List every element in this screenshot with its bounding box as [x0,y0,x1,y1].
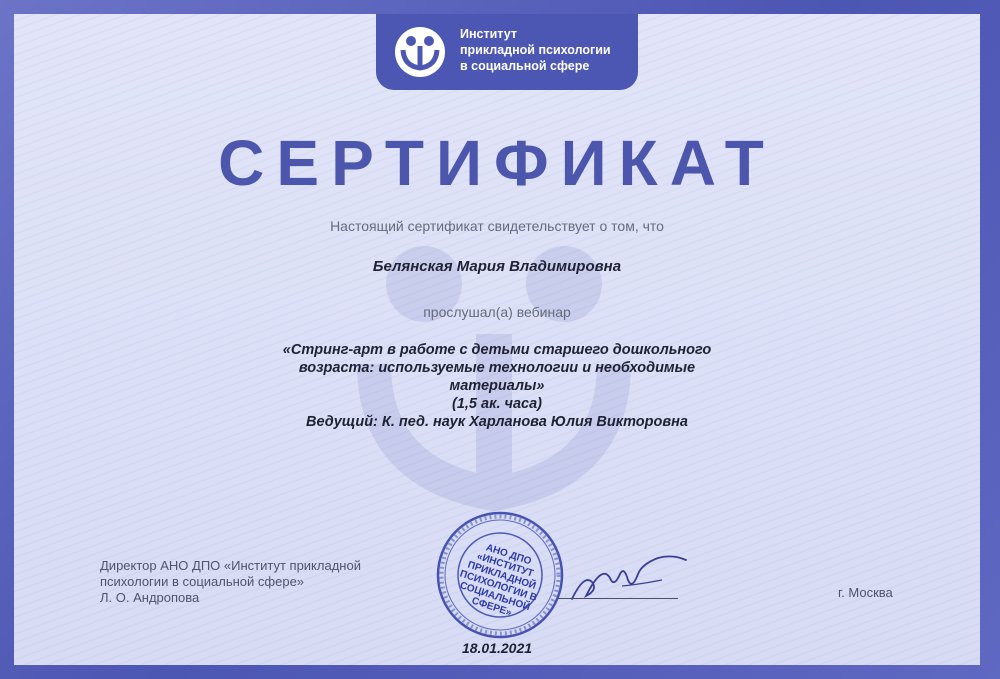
institute-logo-icon [392,26,448,78]
director-name: Л. О. Андропова [100,590,200,605]
certificate-sheet [14,14,980,665]
certificate-date: 18.01.2021 [461,640,533,656]
header-logo-tab [376,14,638,90]
official-stamp [435,510,565,640]
signature-line [558,598,678,599]
director-block [100,558,420,606]
recipient-name: Белянская Мария Владимировна [372,258,622,275]
topic-line: «Стринг-арт в работе с детьми старшего дошкольного [282,342,712,358]
certificate-intro: Настоящий сертификат свидетельствует о том, что [330,218,664,234]
topic-line: материалы» [449,378,545,394]
director-signature [562,544,692,614]
topic-line: возраста: используемые технологии и необходимые [298,360,696,376]
director-line: психологии в социальной сфере» [100,574,305,589]
hours-line: (1,5 ак. часа) [452,396,542,412]
institute-name: Институт прикладной психологии в социальной сфере [460,27,611,73]
stamp-text: АНО ДПО «ИНСТИТУТ ПРИКЛАДНОЙ ПСИХОЛОГИИ В СОЦИАЛЬНОЙ СФЕРЕ» [458,542,539,619]
lecturer-line: Ведущий: К. пед. наук Харланова Юлия Викторовна [306,414,688,430]
certificate-title: СЕРТИФИКАТ [218,127,776,199]
director-line: Директор АНО ДПО «Институт прикладной [100,558,361,573]
webinar-topic [254,341,740,431]
attended-text: прослушал(а) вебинар [423,304,571,320]
city: г. Москва [838,585,893,600]
